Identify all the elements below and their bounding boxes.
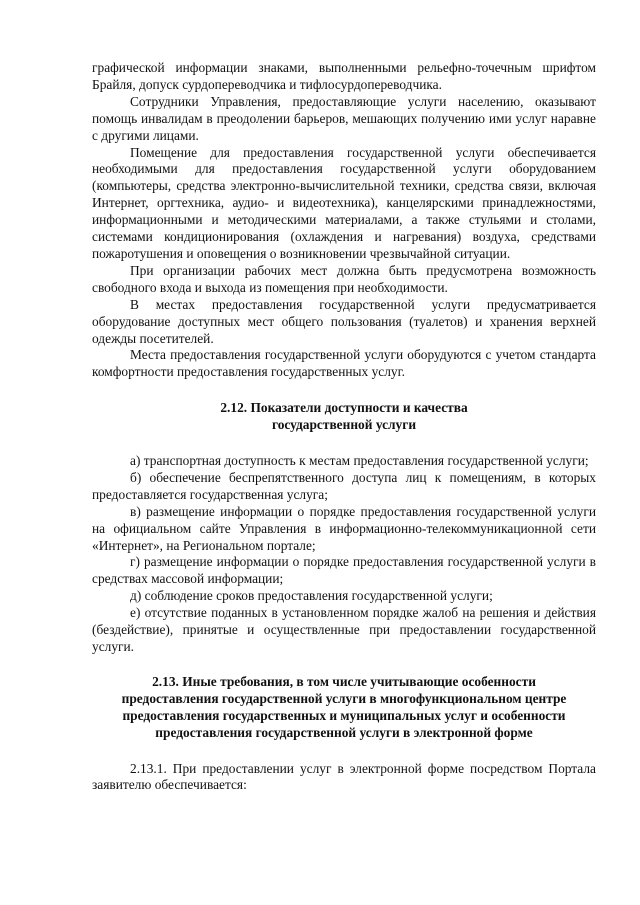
list-item-e: е) отсутствие поданных в установленном порядке жалоб на решения и действия (бездействие), принятые и осуществленные при предоставлении государственной услуги. (92, 605, 596, 654)
paragraph-2-13-1: 2.13.1. При предоставлении услуг в электронной форме посредством Портала заявителю обеспечивается: (92, 760, 596, 793)
paragraph-comfort-standard: Места предоставления государственной услуги оборудуются с учетом стандарта комфортности предоставления государственных услуг. (92, 347, 596, 380)
paragraph-staff-assistance: Сотрудники Управления, предоставляющие услуги населению, оказывают помощь инвалидам в преодолении барьеров, мешающих получению ими услуг наравне с другими лицами. (92, 93, 596, 143)
section-heading-2-13 (92, 674, 596, 742)
section-heading-2-12-line-1: 2.12. Показатели доступности и качества (220, 400, 468, 416)
section-heading-2-13-line-3: предоставления государственных и муниципальных услуг и особенности (122, 707, 566, 723)
list-item-b: б) обеспечение беспрепятственного доступа лиц к помещениям, в которых предоставляется государственная услуга; (92, 469, 596, 502)
list-item-d: д) соблюдение сроков предоставления государственной услуги; (130, 588, 493, 604)
section-heading-2-12-line-2: государственной услуги (271, 417, 417, 433)
paragraph-workplace-access: При организации рабочих мест должна быть предусмотрена возможность свободного входа и выхода из помещения при необходимости. (92, 262, 596, 295)
section-heading-2-13-line-1: 2.13. Иные требования, в том числе учитывающие особенности (152, 673, 536, 689)
paragraph-braille-continuation: графической информации знаками, выполненными рельефно-точечным шрифтом Брайля, допуск сурдопереводчика и тифлосурдопереводчика. (92, 60, 596, 92)
section-heading-2-12 (92, 400, 596, 434)
section-heading-2-13-line-2: предоставления государственной услуги в многофункциональном центре (121, 690, 567, 706)
paragraph-public-facilities: В местах предоставления государственной услуги предусматривается оборудование доступных мест общего пользования (туалетов) и хранения верхней одежды посетителей. (92, 296, 596, 346)
section-heading-2-13-line-4: предоставления государственной услуги в электронной форме (155, 724, 533, 740)
list-item-v: в) размещение информации о порядке предоставления государственной услуги на официальном сайте Управления в информационно-телекоммуникационной сети «Интернет», на Региональном портале; (92, 503, 596, 553)
list-item-g: г) размещение информации о порядке предоставления государственной услуги в средствах массовой информации; (92, 554, 596, 587)
paragraph-premises-equipment: Помещение для предоставления государственной услуги обеспечивается необходимыми для предоставления государственной услуги оборудованием (компьютеры, средства электронно-вычислительной техники, средства связи, включая Интернет, оргтехника, аудио- и видеотехника), канцелярскими принадлежностями, информационными и методическими материалами, а также стульями и столами, системами кондиционирования (охлаждения и нагревания) воздуха, средствами пожаротушения и оповещения о возникновении чрезвычайной ситуации. (92, 144, 596, 261)
list-item-a: а) транспортная доступность к местам предоставления государственной услуги; (130, 453, 589, 469)
document-body (92, 60, 596, 794)
